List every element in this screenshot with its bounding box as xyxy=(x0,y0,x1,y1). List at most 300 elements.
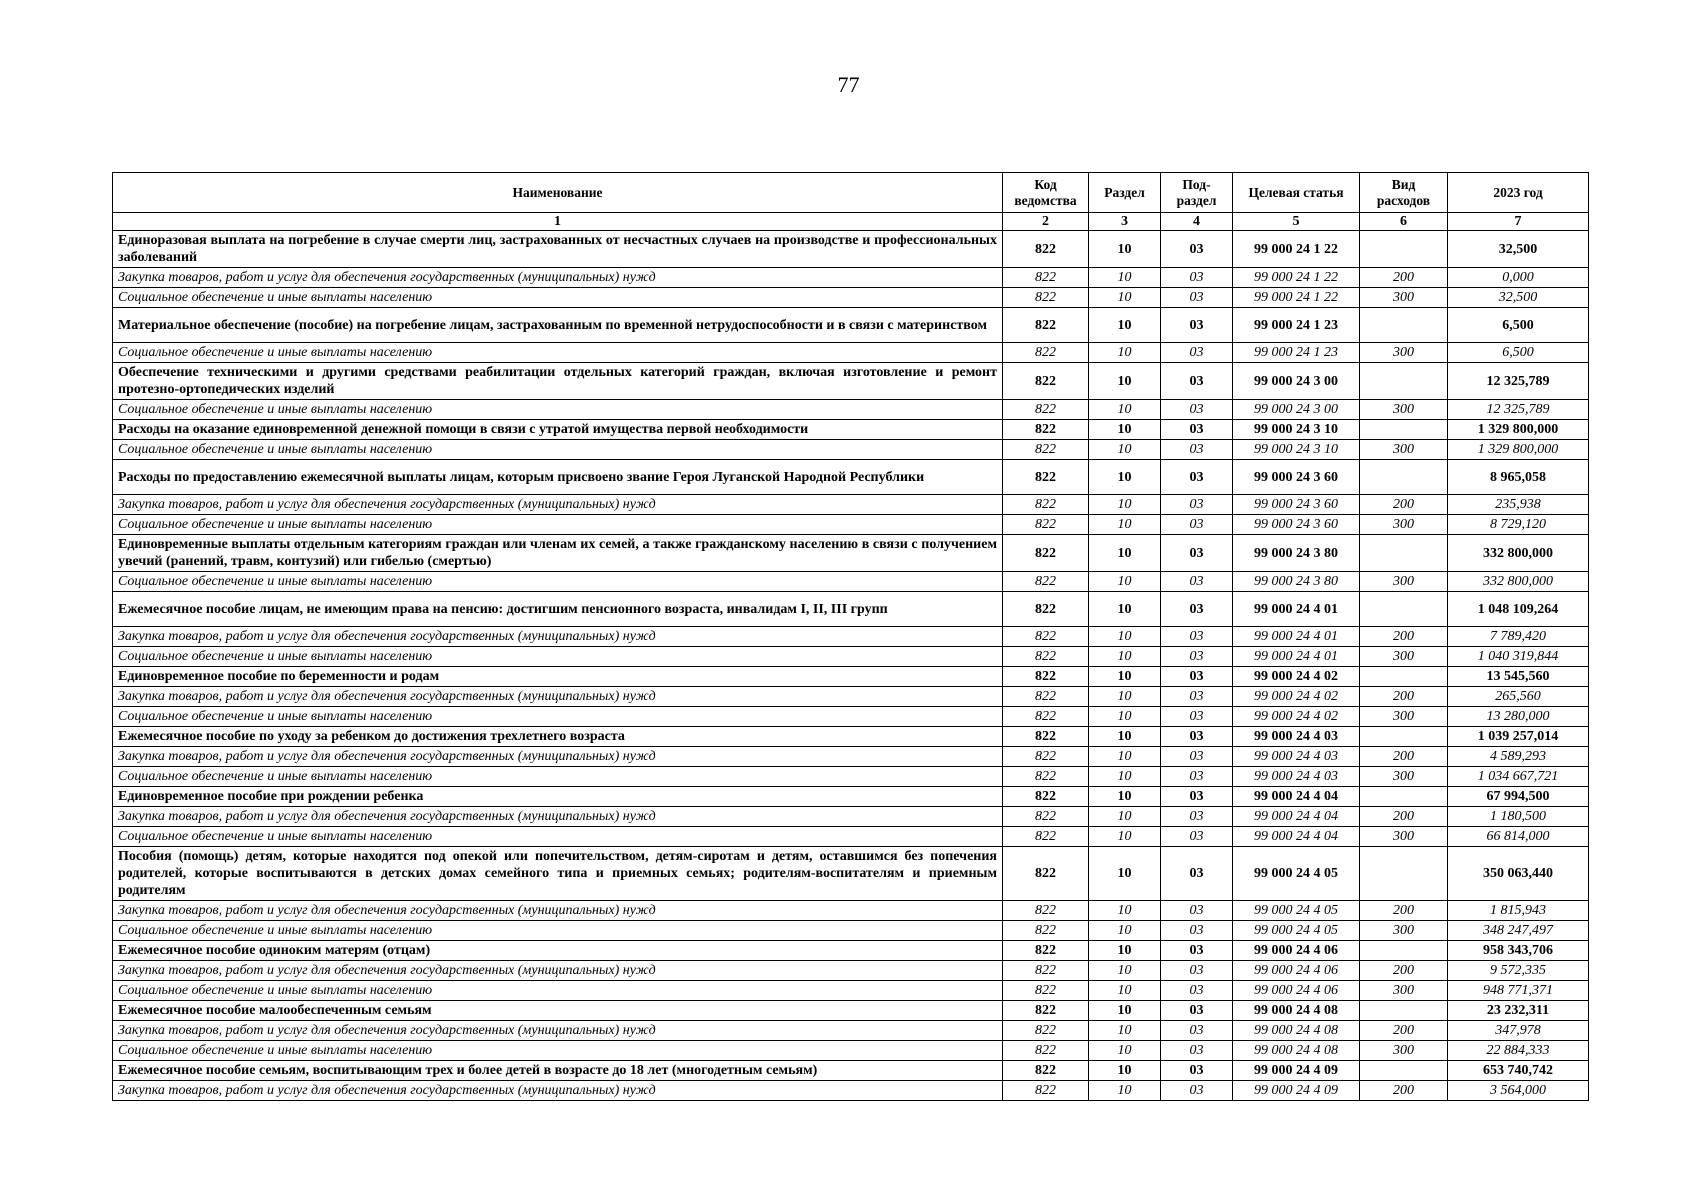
table-row xyxy=(113,343,1589,363)
table-row xyxy=(113,961,1589,981)
row-subsection: 03 xyxy=(1161,747,1233,767)
row-name: Закупка товаров, работ и услуг для обеспечения государственных (муниципальных) нужд xyxy=(113,961,1003,981)
row-amount: 948 771,371 xyxy=(1448,981,1589,1001)
row-article: 99 000 24 3 00 xyxy=(1233,400,1360,420)
row-subsection: 03 xyxy=(1161,231,1233,268)
row-code: 822 xyxy=(1003,847,1089,901)
row-kind xyxy=(1360,787,1448,807)
row-subsection: 03 xyxy=(1161,1001,1233,1021)
row-article: 99 000 24 3 60 xyxy=(1233,460,1360,495)
row-amount: 1 039 257,014 xyxy=(1448,727,1589,747)
row-article: 99 000 24 4 08 xyxy=(1233,1021,1360,1041)
table-row xyxy=(113,572,1589,592)
row-section: 10 xyxy=(1089,767,1161,787)
row-kind: 300 xyxy=(1360,288,1448,308)
row-code: 822 xyxy=(1003,592,1089,627)
row-amount: 1 329 800,000 xyxy=(1448,440,1589,460)
row-section: 10 xyxy=(1089,1061,1161,1081)
row-kind xyxy=(1360,592,1448,627)
row-section: 10 xyxy=(1089,1001,1161,1021)
table-row xyxy=(113,647,1589,667)
row-name: Единовременное пособие по беременности и родам xyxy=(113,667,1003,687)
row-kind xyxy=(1360,363,1448,400)
row-name: Социальное обеспечение и иные выплаты населению xyxy=(113,767,1003,787)
row-article: 99 000 24 4 08 xyxy=(1233,1041,1360,1061)
row-code: 822 xyxy=(1003,767,1089,787)
table-row xyxy=(113,1041,1589,1061)
row-name: Закупка товаров, работ и услуг для обеспечения государственных (муниципальных) нужд xyxy=(113,687,1003,707)
row-code: 822 xyxy=(1003,343,1089,363)
table-row xyxy=(113,707,1589,727)
table-row xyxy=(113,460,1589,495)
table-row xyxy=(113,420,1589,440)
table-row xyxy=(113,687,1589,707)
row-amount: 6,500 xyxy=(1448,343,1589,363)
row-kind: 300 xyxy=(1360,647,1448,667)
row-code: 822 xyxy=(1003,308,1089,343)
row-kind: 300 xyxy=(1360,921,1448,941)
row-subsection: 03 xyxy=(1161,1041,1233,1061)
row-subsection: 03 xyxy=(1161,308,1233,343)
row-article: 99 000 24 3 60 xyxy=(1233,495,1360,515)
row-name: Закупка товаров, работ и услуг для обеспечения государственных (муниципальных) нужд xyxy=(113,268,1003,288)
row-article: 99 000 24 4 02 xyxy=(1233,667,1360,687)
row-kind xyxy=(1360,941,1448,961)
row-section: 10 xyxy=(1089,572,1161,592)
row-kind: 300 xyxy=(1360,1041,1448,1061)
row-subsection: 03 xyxy=(1161,687,1233,707)
row-kind: 300 xyxy=(1360,515,1448,535)
row-article: 99 000 24 3 80 xyxy=(1233,535,1360,572)
row-code: 822 xyxy=(1003,1001,1089,1021)
row-section: 10 xyxy=(1089,420,1161,440)
row-section: 10 xyxy=(1089,1081,1161,1101)
row-article: 99 000 24 4 04 xyxy=(1233,807,1360,827)
row-article: 99 000 24 4 03 xyxy=(1233,767,1360,787)
row-code: 822 xyxy=(1003,921,1089,941)
row-amount: 332 800,000 xyxy=(1448,572,1589,592)
row-amount: 23 232,311 xyxy=(1448,1001,1589,1021)
row-section: 10 xyxy=(1089,941,1161,961)
row-code: 822 xyxy=(1003,901,1089,921)
row-section: 10 xyxy=(1089,592,1161,627)
table-row xyxy=(113,901,1589,921)
row-subsection: 03 xyxy=(1161,515,1233,535)
row-code: 822 xyxy=(1003,515,1089,535)
row-subsection: 03 xyxy=(1161,1061,1233,1081)
row-kind: 200 xyxy=(1360,627,1448,647)
row-code: 822 xyxy=(1003,400,1089,420)
table-row xyxy=(113,363,1589,400)
row-code: 822 xyxy=(1003,460,1089,495)
row-section: 10 xyxy=(1089,901,1161,921)
row-kind: 200 xyxy=(1360,747,1448,767)
row-code: 822 xyxy=(1003,647,1089,667)
row-code: 822 xyxy=(1003,787,1089,807)
row-kind: 300 xyxy=(1360,440,1448,460)
row-code: 822 xyxy=(1003,572,1089,592)
row-kind xyxy=(1360,535,1448,572)
row-amount: 13 545,560 xyxy=(1448,667,1589,687)
table-header xyxy=(113,173,1589,231)
row-name: Социальное обеспечение и иные выплаты населению xyxy=(113,707,1003,727)
row-name: Ежемесячное пособие одиноким матерям (отцам) xyxy=(113,941,1003,961)
row-subsection: 03 xyxy=(1161,807,1233,827)
row-section: 10 xyxy=(1089,231,1161,268)
row-code: 822 xyxy=(1003,827,1089,847)
row-amount: 9 572,335 xyxy=(1448,961,1589,981)
row-kind: 300 xyxy=(1360,827,1448,847)
row-code: 822 xyxy=(1003,747,1089,767)
row-kind xyxy=(1360,420,1448,440)
row-amount: 265,560 xyxy=(1448,687,1589,707)
row-section: 10 xyxy=(1089,847,1161,901)
row-code: 822 xyxy=(1003,268,1089,288)
row-article: 99 000 24 4 05 xyxy=(1233,921,1360,941)
row-name: Материальное обеспечение (пособие) на погребение лицам, застрахованным по временной нетрудоспособности и в связи с материнством xyxy=(113,308,1003,343)
row-subsection: 03 xyxy=(1161,1021,1233,1041)
table-row xyxy=(113,747,1589,767)
row-article: 99 000 24 1 22 xyxy=(1233,288,1360,308)
row-name: Единоразовая выплата на погребение в случае смерти лиц, застрахованных от несчастных случаев на производстве и профессиональных заболеваний xyxy=(113,231,1003,268)
row-article: 99 000 24 3 10 xyxy=(1233,440,1360,460)
table-row xyxy=(113,767,1589,787)
row-subsection: 03 xyxy=(1161,627,1233,647)
row-name: Ежемесячное пособие по уходу за ребенком до достижения трехлетнего возраста xyxy=(113,727,1003,747)
row-amount: 1 180,500 xyxy=(1448,807,1589,827)
row-amount: 8 965,058 xyxy=(1448,460,1589,495)
row-amount: 22 884,333 xyxy=(1448,1041,1589,1061)
page-number: 77 xyxy=(837,72,860,97)
row-code: 822 xyxy=(1003,440,1089,460)
row-code: 822 xyxy=(1003,495,1089,515)
row-section: 10 xyxy=(1089,707,1161,727)
row-name: Закупка товаров, работ и услуг для обеспечения государственных (муниципальных) нужд xyxy=(113,807,1003,827)
row-amount: 347,978 xyxy=(1448,1021,1589,1041)
row-name: Закупка товаров, работ и услуг для обеспечения государственных (муниципальных) нужд xyxy=(113,747,1003,767)
row-code: 822 xyxy=(1003,707,1089,727)
row-subsection: 03 xyxy=(1161,535,1233,572)
row-code: 822 xyxy=(1003,1041,1089,1061)
row-name: Расходы по предоставлению ежемесячной выплаты лицам, которым присвоено звание Героя Луганской Народной Республики xyxy=(113,460,1003,495)
table-row xyxy=(113,1061,1589,1081)
header-name: Наименование xyxy=(113,173,1003,213)
table-row xyxy=(113,807,1589,827)
row-amount: 66 814,000 xyxy=(1448,827,1589,847)
table-row xyxy=(113,288,1589,308)
column-number: 6 xyxy=(1360,213,1448,231)
row-subsection: 03 xyxy=(1161,707,1233,727)
row-kind: 300 xyxy=(1360,400,1448,420)
row-amount: 332 800,000 xyxy=(1448,535,1589,572)
row-code: 822 xyxy=(1003,687,1089,707)
row-subsection: 03 xyxy=(1161,363,1233,400)
column-number: 3 xyxy=(1089,213,1161,231)
row-amount: 350 063,440 xyxy=(1448,847,1589,901)
table-row xyxy=(113,515,1589,535)
row-amount: 3 564,000 xyxy=(1448,1081,1589,1101)
table-row xyxy=(113,627,1589,647)
row-section: 10 xyxy=(1089,807,1161,827)
row-section: 10 xyxy=(1089,535,1161,572)
row-kind: 200 xyxy=(1360,807,1448,827)
row-name: Социальное обеспечение и иные выплаты населению xyxy=(113,400,1003,420)
row-subsection: 03 xyxy=(1161,420,1233,440)
table-row xyxy=(113,727,1589,747)
row-kind: 200 xyxy=(1360,961,1448,981)
row-name: Единовременные выплаты отдельным категориям граждан или членам их семей, а также гражданскому населению в связи с получением увечий (ранений, травм, контузий) или гибелью (смертью) xyxy=(113,535,1003,572)
row-subsection: 03 xyxy=(1161,981,1233,1001)
row-section: 10 xyxy=(1089,440,1161,460)
row-article: 99 000 24 4 06 xyxy=(1233,941,1360,961)
row-amount: 12 325,789 xyxy=(1448,363,1589,400)
row-amount: 235,938 xyxy=(1448,495,1589,515)
row-section: 10 xyxy=(1089,727,1161,747)
table-row xyxy=(113,308,1589,343)
row-article: 99 000 24 3 00 xyxy=(1233,363,1360,400)
row-section: 10 xyxy=(1089,921,1161,941)
row-subsection: 03 xyxy=(1161,1081,1233,1101)
row-section: 10 xyxy=(1089,827,1161,847)
row-article: 99 000 24 4 04 xyxy=(1233,827,1360,847)
row-section: 10 xyxy=(1089,687,1161,707)
row-code: 822 xyxy=(1003,667,1089,687)
row-article: 99 000 24 3 60 xyxy=(1233,515,1360,535)
row-amount: 8 729,120 xyxy=(1448,515,1589,535)
row-article: 99 000 24 1 23 xyxy=(1233,308,1360,343)
header-kind: Вид расходов xyxy=(1360,173,1448,213)
row-name: Социальное обеспечение и иные выплаты населению xyxy=(113,1041,1003,1061)
row-subsection: 03 xyxy=(1161,921,1233,941)
row-article: 99 000 24 4 08 xyxy=(1233,1001,1360,1021)
row-subsection: 03 xyxy=(1161,572,1233,592)
row-name: Обеспечение техническими и другими средствами реабилитации отдельных категорий граждан, включая изготовление и ремонт протезно-ортопедических изделий xyxy=(113,363,1003,400)
row-name: Закупка товаров, работ и услуг для обеспечения государственных (муниципальных) нужд xyxy=(113,1081,1003,1101)
row-name: Социальное обеспечение и иные выплаты населению xyxy=(113,827,1003,847)
table-row xyxy=(113,827,1589,847)
row-code: 822 xyxy=(1003,1021,1089,1041)
row-amount: 958 343,706 xyxy=(1448,941,1589,961)
table-row xyxy=(113,592,1589,627)
row-code: 822 xyxy=(1003,961,1089,981)
row-subsection: 03 xyxy=(1161,941,1233,961)
row-kind xyxy=(1360,308,1448,343)
table-row xyxy=(113,1001,1589,1021)
row-article: 99 000 24 4 02 xyxy=(1233,707,1360,727)
row-code: 822 xyxy=(1003,535,1089,572)
row-code: 822 xyxy=(1003,981,1089,1001)
row-subsection: 03 xyxy=(1161,767,1233,787)
row-section: 10 xyxy=(1089,981,1161,1001)
table-row xyxy=(113,787,1589,807)
row-article: 99 000 24 1 23 xyxy=(1233,343,1360,363)
row-section: 10 xyxy=(1089,268,1161,288)
row-amount: 32,500 xyxy=(1448,288,1589,308)
row-amount: 6,500 xyxy=(1448,308,1589,343)
row-name: Закупка товаров, работ и услуг для обеспечения государственных (муниципальных) нужд xyxy=(113,495,1003,515)
row-section: 10 xyxy=(1089,647,1161,667)
row-section: 10 xyxy=(1089,363,1161,400)
row-kind xyxy=(1360,1061,1448,1081)
row-name: Ежемесячное пособие семьям, воспитывающим трех и более детей в возрасте до 18 лет (многодетным семьям) xyxy=(113,1061,1003,1081)
row-section: 10 xyxy=(1089,400,1161,420)
row-article: 99 000 24 4 06 xyxy=(1233,961,1360,981)
table-body xyxy=(113,231,1589,1101)
row-name: Пособия (помощь) детям, которые находятся под опекой или попечительством, детям-сиротам и детям, оставшимся без попечения родителей, которые воспитываются в детских домах семейного типа и приемных семьях; родителям-воспитателям и приемным родителям xyxy=(113,847,1003,901)
row-name: Социальное обеспечение и иные выплаты населению xyxy=(113,288,1003,308)
row-amount: 1 048 109,264 xyxy=(1448,592,1589,627)
table-row xyxy=(113,921,1589,941)
row-code: 822 xyxy=(1003,627,1089,647)
row-subsection: 03 xyxy=(1161,827,1233,847)
row-kind: 300 xyxy=(1360,707,1448,727)
row-subsection: 03 xyxy=(1161,440,1233,460)
row-article: 99 000 24 4 05 xyxy=(1233,847,1360,901)
table-row xyxy=(113,1021,1589,1041)
row-code: 822 xyxy=(1003,363,1089,400)
row-section: 10 xyxy=(1089,343,1161,363)
row-kind xyxy=(1360,847,1448,901)
header-code: Код ведомства xyxy=(1003,173,1089,213)
row-name: Расходы на оказание единовременной денежной помощи в связи с утратой имущества первой необходимости xyxy=(113,420,1003,440)
row-amount: 4 589,293 xyxy=(1448,747,1589,767)
row-section: 10 xyxy=(1089,627,1161,647)
header-article: Целевая статья xyxy=(1233,173,1360,213)
row-section: 10 xyxy=(1089,787,1161,807)
row-amount: 653 740,742 xyxy=(1448,1061,1589,1081)
row-section: 10 xyxy=(1089,747,1161,767)
row-code: 822 xyxy=(1003,807,1089,827)
row-amount: 348 247,497 xyxy=(1448,921,1589,941)
table-row xyxy=(113,981,1589,1001)
row-kind: 300 xyxy=(1360,343,1448,363)
row-amount: 67 994,500 xyxy=(1448,787,1589,807)
header-year: 2023 год xyxy=(1448,173,1589,213)
row-amount: 32,500 xyxy=(1448,231,1589,268)
row-article: 99 000 24 3 10 xyxy=(1233,420,1360,440)
row-kind xyxy=(1360,667,1448,687)
row-kind: 200 xyxy=(1360,1021,1448,1041)
table-row xyxy=(113,268,1589,288)
row-article: 99 000 24 4 09 xyxy=(1233,1081,1360,1101)
row-article: 99 000 24 4 09 xyxy=(1233,1061,1360,1081)
row-amount: 1 329 800,000 xyxy=(1448,420,1589,440)
row-name: Закупка товаров, работ и услуг для обеспечения государственных (муниципальных) нужд xyxy=(113,901,1003,921)
row-section: 10 xyxy=(1089,495,1161,515)
row-kind: 300 xyxy=(1360,981,1448,1001)
row-kind xyxy=(1360,1001,1448,1021)
row-name: Закупка товаров, работ и услуг для обеспечения государственных (муниципальных) нужд xyxy=(113,1021,1003,1041)
row-kind xyxy=(1360,460,1448,495)
header-section: Раздел xyxy=(1089,173,1161,213)
row-section: 10 xyxy=(1089,1021,1161,1041)
row-article: 99 000 24 4 04 xyxy=(1233,787,1360,807)
row-code: 822 xyxy=(1003,1061,1089,1081)
row-code: 822 xyxy=(1003,941,1089,961)
column-number: 4 xyxy=(1161,213,1233,231)
row-kind: 300 xyxy=(1360,767,1448,787)
table-row xyxy=(113,400,1589,420)
table-row xyxy=(113,667,1589,687)
budget-table xyxy=(112,172,1589,1101)
column-number: 1 xyxy=(113,213,1003,231)
row-amount: 1 034 667,721 xyxy=(1448,767,1589,787)
row-amount: 1 040 319,844 xyxy=(1448,647,1589,667)
row-amount: 7 789,420 xyxy=(1448,627,1589,647)
row-article: 99 000 24 4 01 xyxy=(1233,627,1360,647)
table-row xyxy=(113,847,1589,901)
row-section: 10 xyxy=(1089,961,1161,981)
row-code: 822 xyxy=(1003,420,1089,440)
row-subsection: 03 xyxy=(1161,288,1233,308)
row-subsection: 03 xyxy=(1161,727,1233,747)
row-code: 822 xyxy=(1003,1081,1089,1101)
row-article: 99 000 24 4 01 xyxy=(1233,647,1360,667)
row-amount: 0,000 xyxy=(1448,268,1589,288)
row-name: Ежемесячное пособие лицам, не имеющим права на пенсию: достигшим пенсионного возраста, инвалидам I, II, III групп xyxy=(113,592,1003,627)
row-amount: 13 280,000 xyxy=(1448,707,1589,727)
row-article: 99 000 24 4 03 xyxy=(1233,747,1360,767)
row-subsection: 03 xyxy=(1161,961,1233,981)
row-kind: 200 xyxy=(1360,687,1448,707)
row-name: Социальное обеспечение и иные выплаты населению xyxy=(113,515,1003,535)
row-subsection: 03 xyxy=(1161,495,1233,515)
table-row xyxy=(113,440,1589,460)
table-row xyxy=(113,535,1589,572)
row-subsection: 03 xyxy=(1161,787,1233,807)
row-article: 99 000 24 3 80 xyxy=(1233,572,1360,592)
column-number: 7 xyxy=(1448,213,1589,231)
row-amount: 12 325,789 xyxy=(1448,400,1589,420)
row-section: 10 xyxy=(1089,308,1161,343)
row-article: 99 000 24 4 03 xyxy=(1233,727,1360,747)
row-code: 822 xyxy=(1003,231,1089,268)
row-kind xyxy=(1360,231,1448,268)
table-row xyxy=(113,495,1589,515)
row-article: 99 000 24 4 05 xyxy=(1233,901,1360,921)
row-subsection: 03 xyxy=(1161,667,1233,687)
row-section: 10 xyxy=(1089,667,1161,687)
row-article: 99 000 24 1 22 xyxy=(1233,231,1360,268)
row-name: Ежемесячное пособие малообеспеченным семьям xyxy=(113,1001,1003,1021)
column-number: 2 xyxy=(1003,213,1089,231)
row-subsection: 03 xyxy=(1161,343,1233,363)
row-kind: 300 xyxy=(1360,572,1448,592)
table-row xyxy=(113,1081,1589,1101)
row-article: 99 000 24 1 22 xyxy=(1233,268,1360,288)
row-article: 99 000 24 4 06 xyxy=(1233,981,1360,1001)
row-name: Социальное обеспечение и иные выплаты населению xyxy=(113,981,1003,1001)
row-article: 99 000 24 4 01 xyxy=(1233,592,1360,627)
row-subsection: 03 xyxy=(1161,460,1233,495)
row-name: Социальное обеспечение и иные выплаты населению xyxy=(113,572,1003,592)
row-kind: 200 xyxy=(1360,901,1448,921)
column-number-row xyxy=(113,213,1589,231)
row-kind: 200 xyxy=(1360,1081,1448,1101)
row-section: 10 xyxy=(1089,1041,1161,1061)
row-subsection: 03 xyxy=(1161,400,1233,420)
row-kind: 200 xyxy=(1360,268,1448,288)
row-code: 822 xyxy=(1003,727,1089,747)
row-name: Социальное обеспечение и иные выплаты населению xyxy=(113,343,1003,363)
row-subsection: 03 xyxy=(1161,901,1233,921)
row-article: 99 000 24 4 02 xyxy=(1233,687,1360,707)
row-code: 822 xyxy=(1003,288,1089,308)
row-name: Социальное обеспечение и иные выплаты населению xyxy=(113,921,1003,941)
row-section: 10 xyxy=(1089,288,1161,308)
row-subsection: 03 xyxy=(1161,268,1233,288)
row-amount: 1 815,943 xyxy=(1448,901,1589,921)
